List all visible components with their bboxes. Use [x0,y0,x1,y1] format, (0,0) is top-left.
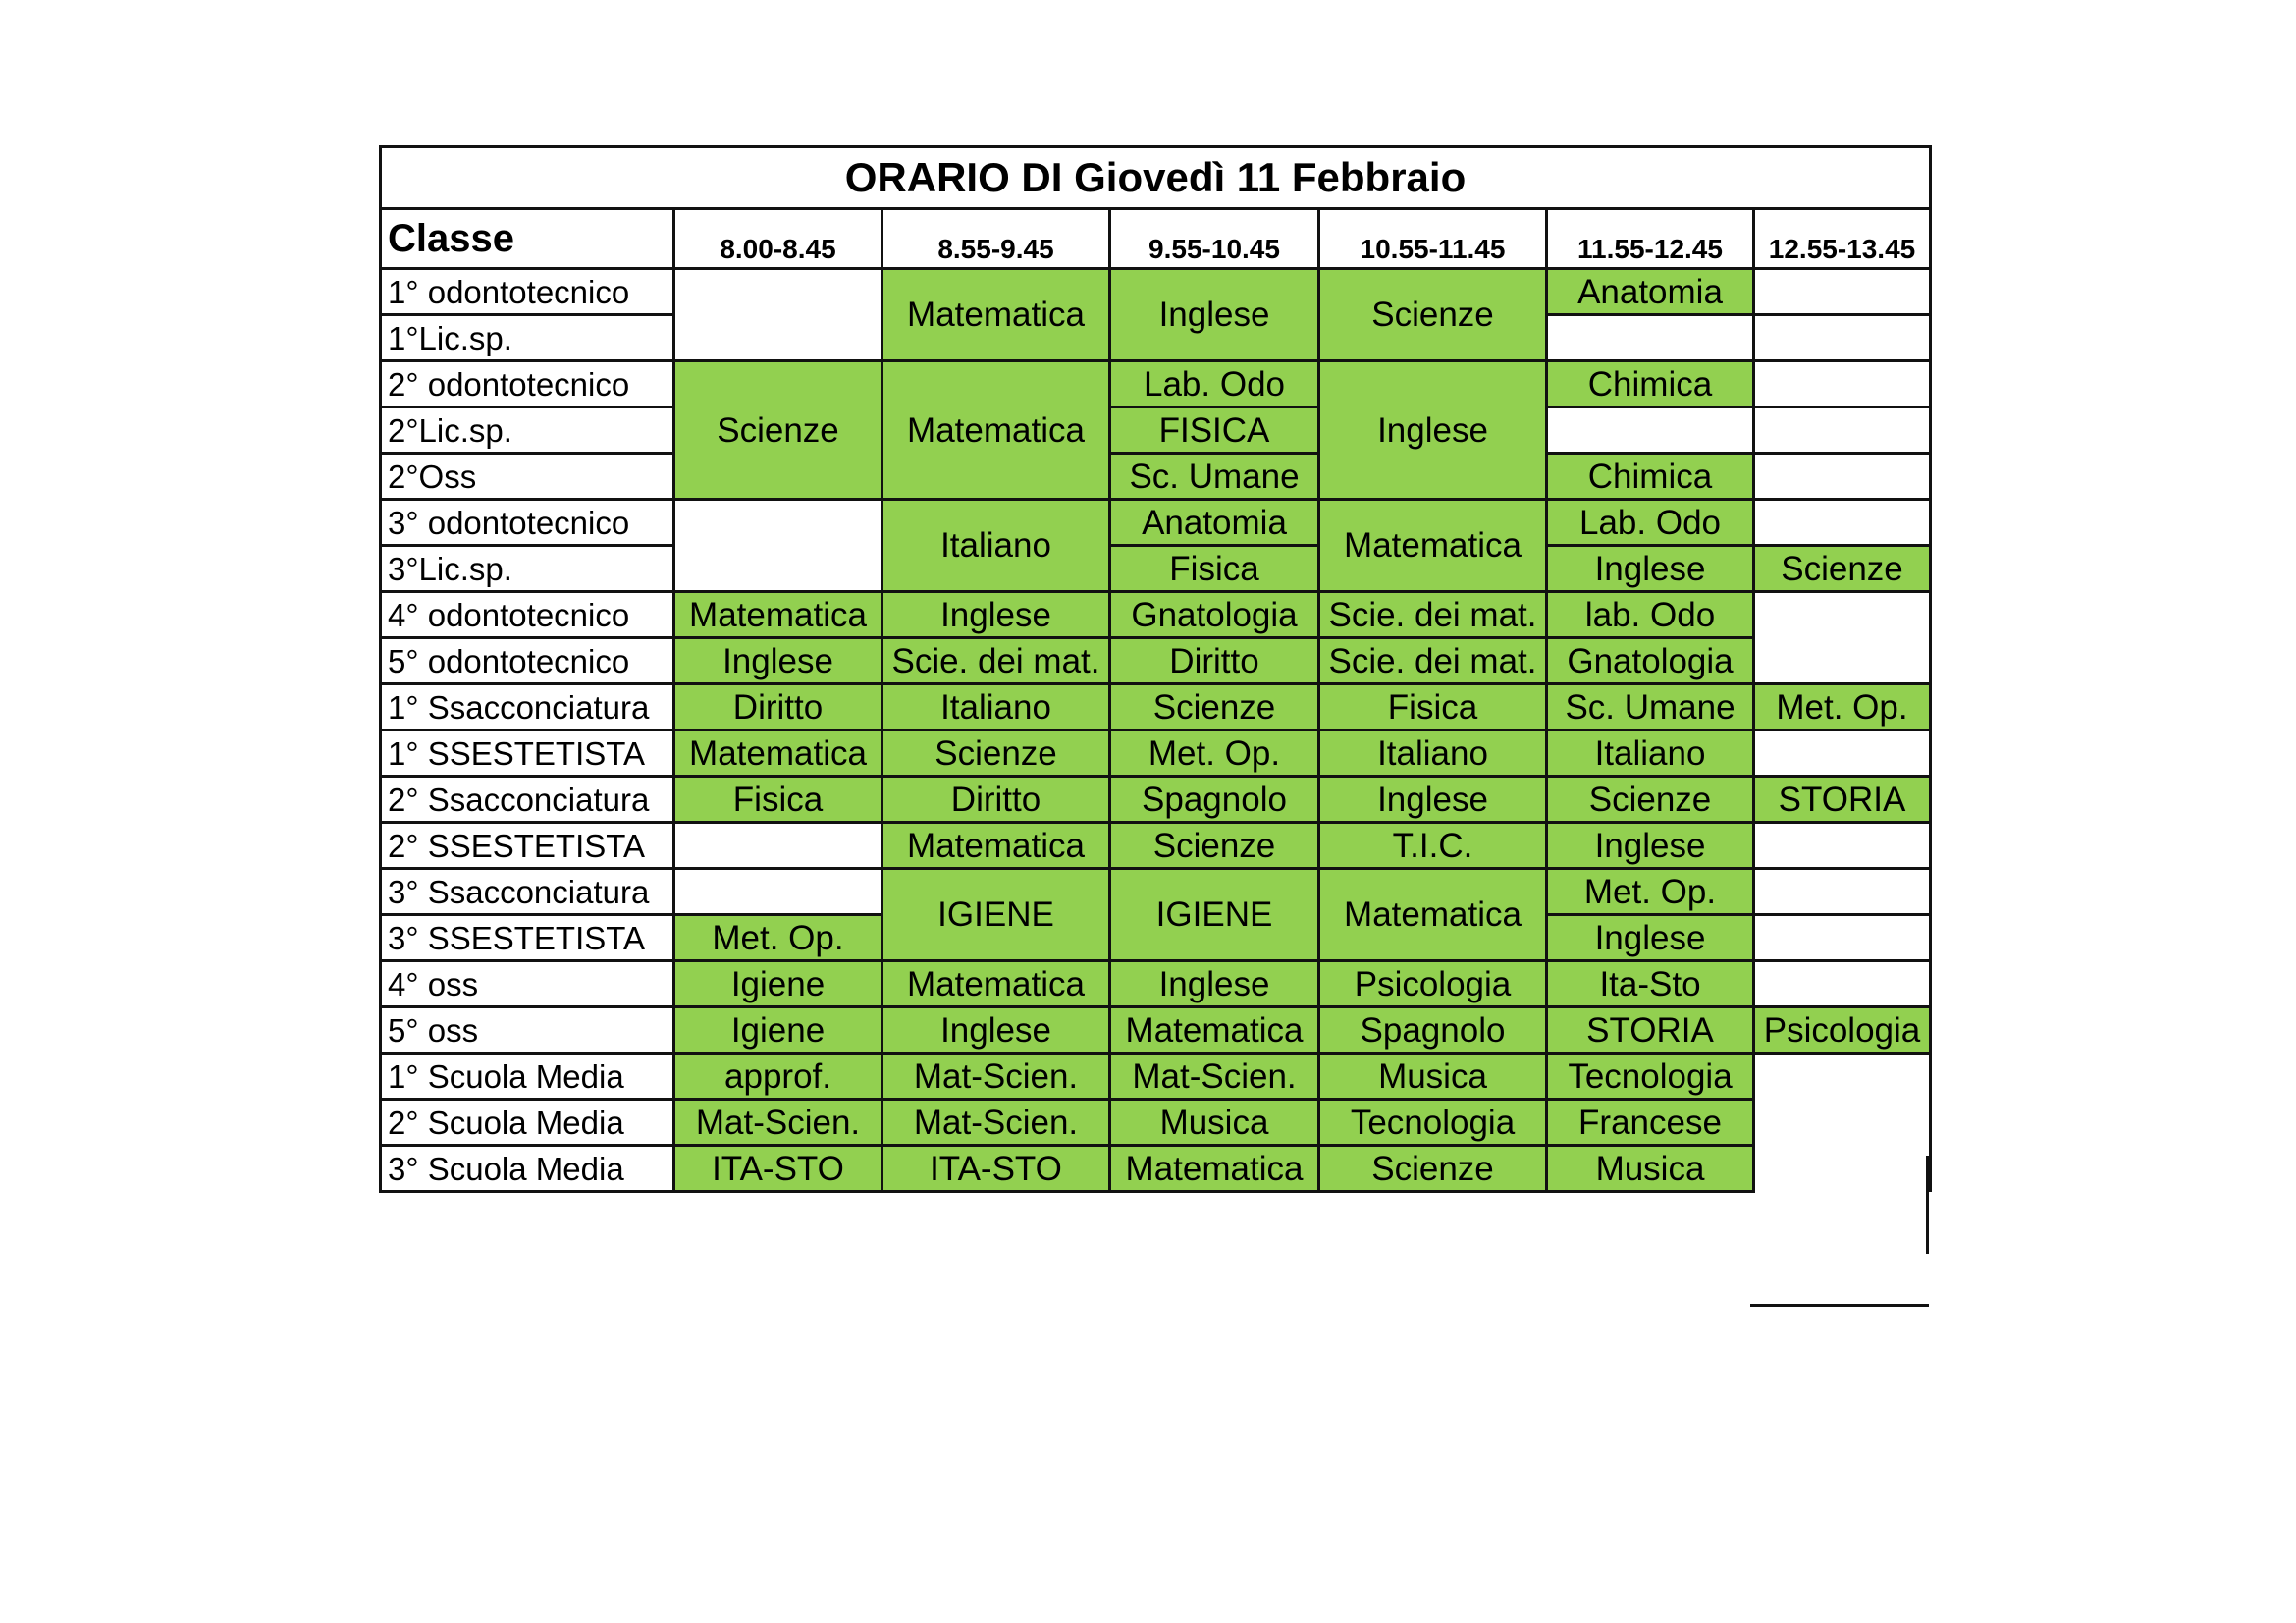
schedule-row [381,730,1931,777]
subject-cell: Gnatologia [1110,592,1319,638]
schedule-row [381,454,1931,500]
subject-cell: Scienze [1110,684,1319,730]
subject-cell: Met. Op. [1547,869,1754,915]
class-name-cell: 1° odontotecnico [381,269,674,315]
empty-cell [1754,1054,1931,1192]
subject-cell: Inglese [1319,361,1547,500]
subject-cell: Gnatologia [1547,638,1754,684]
subject-cell: Inglese [1110,269,1319,361]
subject-cell: Scienze [1319,1146,1547,1192]
subject-cell: Scienze [1754,546,1931,592]
empty-cell [674,823,882,869]
class-name-cell: 1° Scuola Media [381,1054,674,1100]
subject-cell: Scienze [1319,269,1547,361]
subject-cell: Matematica [882,361,1110,500]
subject-cell: Matematica [1110,1007,1319,1054]
page-title: ORARIO DI Giovedì 11 Febbraio [381,147,1931,209]
subject-cell: Psicologia [1754,1007,1931,1054]
subject-cell: Mat-Scien. [1110,1054,1319,1100]
subject-cell: Scienze [674,361,882,500]
subject-cell: Igiene [674,961,882,1007]
schedule-body [381,147,1931,1192]
border-stub-vertical [1926,1156,1929,1254]
schedule-row [381,500,1931,546]
schedule-row [381,777,1931,823]
subject-cell: Italiano [882,500,1110,592]
empty-cell [1547,315,1754,361]
subject-cell: Anatomia [1110,500,1319,546]
empty-cell [1754,361,1931,407]
subject-cell: Diritto [674,684,882,730]
subject-cell: Francese [1547,1100,1754,1146]
subject-cell: T.I.C. [1319,823,1547,869]
subject-cell: Ita-Sto [1547,961,1754,1007]
schedule-row [381,869,1931,915]
subject-cell: Tecnologia [1547,1054,1754,1100]
class-name-cell: 1° SSESTETISTA [381,730,674,777]
subject-cell: ITA-STO [882,1146,1110,1192]
subject-cell: Lab. Odo [1547,500,1754,546]
subject-cell: Italiano [1547,730,1754,777]
title-row [381,147,1931,209]
subject-cell: Mat-Scien. [674,1100,882,1146]
empty-cell [1754,915,1931,961]
subject-cell: Met. Op. [1110,730,1319,777]
subject-cell: Scie. dei mat. [882,638,1110,684]
header-classe: Classe [381,209,674,269]
schedule-table [379,145,1932,1193]
subject-cell: Chimica [1547,361,1754,407]
subject-cell: Musica [1547,1146,1754,1192]
header-time-slot: 11.55-12.45 [1547,209,1754,269]
subject-cell: Matematica [674,730,882,777]
class-name-cell: 2°Lic.sp. [381,407,674,454]
subject-cell: Italiano [1319,730,1547,777]
subject-cell: Met. Op. [1754,684,1931,730]
header-time-slot: 8.00-8.45 [674,209,882,269]
class-name-cell: 2° SSESTETISTA [381,823,674,869]
subject-cell: Matematica [674,592,882,638]
subject-cell: Inglese [1547,915,1754,961]
subject-cell: Musica [1319,1054,1547,1100]
class-name-cell: 3° Ssacconciatura [381,869,674,915]
subject-cell: Tecnologia [1319,1100,1547,1146]
class-name-cell: 2° Scuola Media [381,1100,674,1146]
subject-cell: Inglese [882,1007,1110,1054]
subject-cell: Musica [1110,1100,1319,1146]
subject-cell: Diritto [882,777,1110,823]
empty-cell [1754,407,1931,454]
subject-cell: Fisica [1110,546,1319,592]
subject-cell: Lab. Odo [1110,361,1319,407]
subject-cell: Sc. Umane [1110,454,1319,500]
empty-cell [1754,869,1931,915]
subject-cell: Matematica [882,823,1110,869]
schedule-row [381,361,1931,407]
subject-cell: Met. Op. [674,915,882,961]
class-name-cell: 3° odontotecnico [381,500,674,546]
empty-cell [1754,315,1931,361]
subject-cell: FISICA [1110,407,1319,454]
subject-cell: Scienze [1110,823,1319,869]
schedule-row [381,823,1931,869]
class-name-cell: 4° odontotecnico [381,592,674,638]
schedule-row [381,592,1931,638]
subject-cell: Matematica [1319,869,1547,961]
schedule-row [381,684,1931,730]
subject-cell: Scie. dei mat. [1319,592,1547,638]
header-time-slot: 8.55-9.45 [882,209,1110,269]
class-name-cell: 3°Lic.sp. [381,546,674,592]
class-name-cell: 4° oss [381,961,674,1007]
empty-cell [1754,454,1931,500]
empty-cell [1754,592,1931,684]
empty-cell [1754,269,1931,315]
subject-cell: Scienze [882,730,1110,777]
subject-cell: Matematica [1110,1146,1319,1192]
subject-cell: ITA-STO [674,1146,882,1192]
subject-cell: Inglese [1110,961,1319,1007]
header-time-slot: 10.55-11.45 [1319,209,1547,269]
class-name-cell: 2° Ssacconciatura [381,777,674,823]
schedule-sheet [379,145,1932,1193]
subject-cell: STORIA [1754,777,1931,823]
empty-cell [1754,961,1931,1007]
class-name-cell: 2°Oss [381,454,674,500]
subject-cell: Inglese [882,592,1110,638]
empty-cell [1754,823,1931,869]
subject-cell: Inglese [1547,546,1754,592]
subject-cell: Scienze [1547,777,1754,823]
subject-cell: Inglese [674,638,882,684]
empty-cell [674,500,882,592]
schedule-row [381,961,1931,1007]
schedule-row [381,1146,1931,1192]
empty-cell [1754,730,1931,777]
subject-cell: lab. Odo [1547,592,1754,638]
schedule-row [381,638,1931,684]
subject-cell: Fisica [674,777,882,823]
class-name-cell: 2° odontotecnico [381,361,674,407]
subject-cell: Mat-Scien. [882,1054,1110,1100]
class-name-cell: 1° Ssacconciatura [381,684,674,730]
subject-cell: Matematica [882,269,1110,361]
subject-cell: Matematica [1319,500,1547,592]
subject-cell: Mat-Scien. [882,1100,1110,1146]
subject-cell: Italiano [882,684,1110,730]
empty-cell [674,869,882,915]
class-name-cell: 3° Scuola Media [381,1146,674,1192]
subject-cell: Scie. dei mat. [1319,638,1547,684]
empty-cell [1754,500,1931,546]
schedule-row [381,269,1931,315]
empty-cell [674,269,882,361]
subject-cell: STORIA [1547,1007,1754,1054]
class-name-cell: 1°Lic.sp. [381,315,674,361]
subject-cell: Inglese [1319,777,1547,823]
subject-cell: IGIENE [1110,869,1319,961]
empty-cell [1547,407,1754,454]
header-row [381,209,1931,269]
subject-cell: Sc. Umane [1547,684,1754,730]
subject-cell: Inglese [1547,823,1754,869]
subject-cell: Anatomia [1547,269,1754,315]
subject-cell: Diritto [1110,638,1319,684]
subject-cell: Igiene [674,1007,882,1054]
class-name-cell: 5° odontotecnico [381,638,674,684]
schedule-row [381,546,1931,592]
border-stub-horizontal [1750,1304,1929,1307]
header-time-slot: 9.55-10.45 [1110,209,1319,269]
class-name-cell: 3° SSESTETISTA [381,915,674,961]
subject-cell: Spagnolo [1110,777,1319,823]
subject-cell: Spagnolo [1319,1007,1547,1054]
subject-cell: Chimica [1547,454,1754,500]
schedule-row [381,1100,1931,1146]
schedule-row [381,1054,1931,1100]
subject-cell: Matematica [882,961,1110,1007]
subject-cell: approf. [674,1054,882,1100]
subject-cell: Fisica [1319,684,1547,730]
header-time-slot: 12.55-13.45 [1754,209,1931,269]
schedule-row [381,1007,1931,1054]
subject-cell: IGIENE [882,869,1110,961]
subject-cell: Psicologia [1319,961,1547,1007]
schedule-row [381,407,1931,454]
class-name-cell: 5° oss [381,1007,674,1054]
